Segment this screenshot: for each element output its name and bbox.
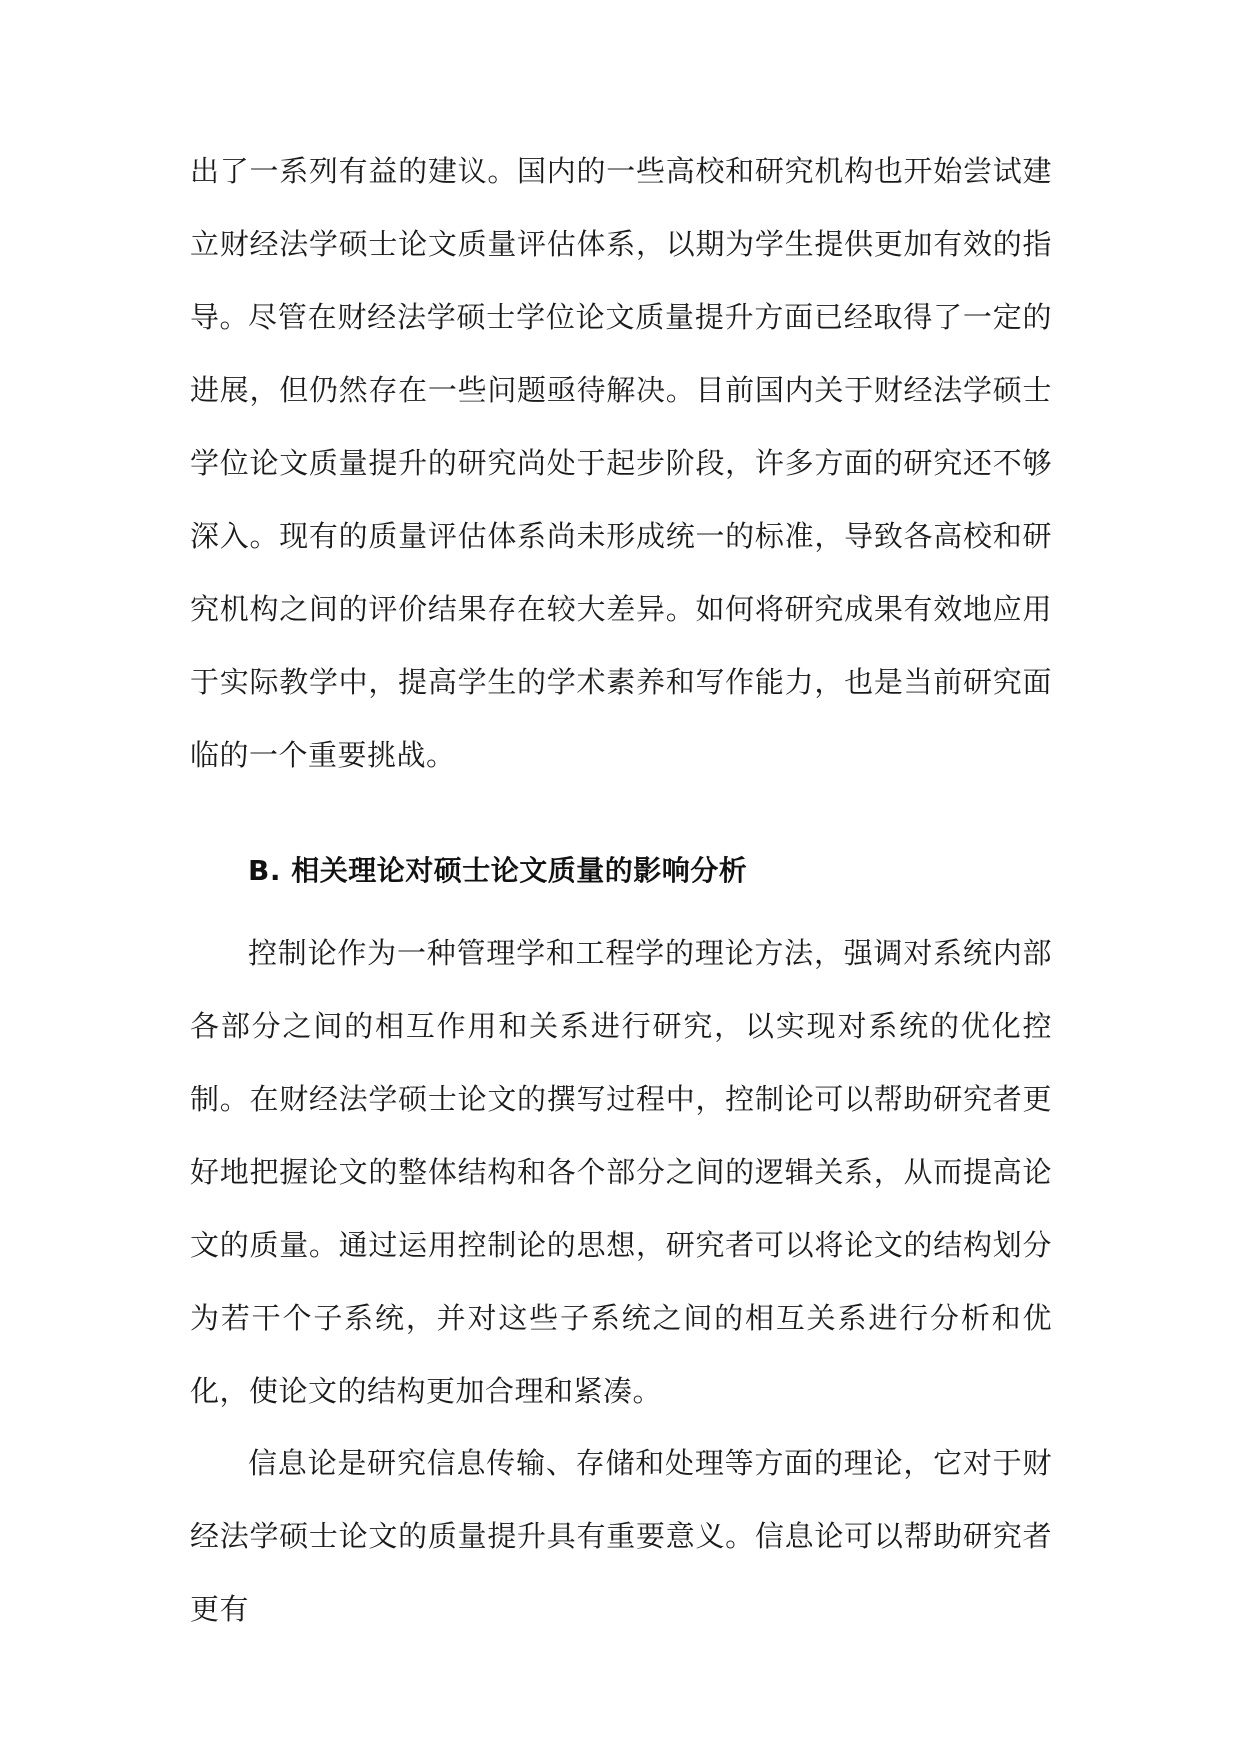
paragraph-text: 出了一系列有益的建议。国内的一些高校和研究机构也开始尝试建立财经法学硕士论文质量评估体系，以期为学生提供更加有效的指导。 bbox=[190, 154, 1052, 334]
paragraph-text: 尽管在财经法学硕士学位论文质量提升方面已经取得了一定的进展，但仍然存在一些问题亟待解决。目前国内关于财经法学硕士学位论文质量提升的研究尚处于起步阶段，许多方面的研究还不够深入。现有的质量评估体系尚未形成统一的标准，导致各高校和研究机构之间的评价结果存在较大差异。如何将研究成果有效地应用于实际教学中，提高学生的学术素养和写作能力，也是当前研究面临的一个重要挑战。 bbox=[190, 300, 1052, 772]
section-heading: B. 相关理论对硕士论文质量的影响分析 bbox=[248, 854, 748, 887]
paragraph-text: 信息论是研究信息传输、存储和处理等方面的理论，它对于财经法学硕士论文的质量提升具有重要意义。信息论可以帮助研究者更有 bbox=[190, 1446, 1052, 1626]
paragraph-text: 控制论作为一种管理学和工程学的理论方法，强调对系统内部各部分之间的相互作用和关系进行研究，以实现对系统的优化控制。在财经法学硕士论文的撰写过程中，控制论可以帮助研究者更好地把握论文的整体结构和各个部分之间的逻辑关系，从而提高论文的质量。通过运用控制论的思想，研究者可以将论文的结构划分为若干个子系统，并对这些子系统之间的相互关系进行分析和优化，使论文的结构更加合理和紧凑。 bbox=[190, 936, 1052, 1408]
paragraph-control-theory bbox=[190, 917, 1052, 1428]
paragraph-information-theory bbox=[190, 1427, 1052, 1646]
paragraph-challenges bbox=[190, 281, 1052, 792]
